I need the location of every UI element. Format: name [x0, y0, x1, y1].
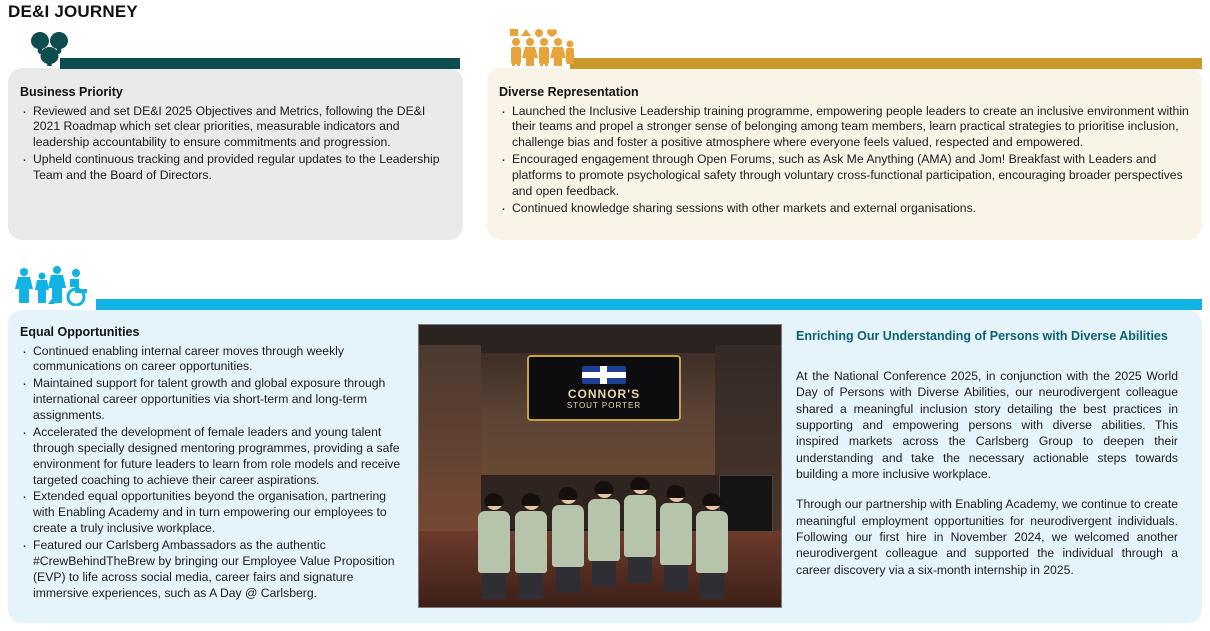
diverse-people-group-icon	[508, 28, 576, 66]
diverse-representation-bullets	[499, 104, 1189, 217]
business-priority-bullets	[20, 104, 450, 184]
list-item: · Launched the Inclusive Leadership training programme, empowering people leaders to create an inclusive environment within their teams and propel a stronger sense of belonging among team members, learn practical strategies to prioritise inclusion, challenge bias and foster a positive atmosphere where everyone feels valued, respected and empowered.	[499, 104, 1189, 152]
equal-opportunities-bullets	[20, 344, 405, 602]
sign-line-1: CONNOR'S	[567, 387, 641, 401]
list-item: · Maintained support for talent growth and global exposure through international career opportunities via short-term and long-term assignments.	[20, 376, 405, 424]
clover-trefoil-icon	[22, 28, 82, 66]
equal-opportunities-title: Equal Opportunities	[20, 325, 140, 339]
highlight-paragraph: Through our partnership with Enabling Academy, we continue to create meaningful employment opportunities for neurodivergent individuals. Following our first hire in November 2024, we welcomed another neurodivergent colleague and supported the individual through a career discovery via a six-month internship in 2025.	[796, 497, 1178, 577]
business-priority-content	[20, 85, 450, 185]
list-item: · Accelerated the development of female leaders and young talent through specially designed mentoring programmes, providing a safe environment for future leaders to learn from role models and receive targeted coaching to achieve their career aspirations.	[20, 425, 405, 488]
business-priority-accent-bar	[60, 58, 460, 69]
list-item: · Encouraged engagement through Open Forums, such as Ask Me Anything (AMA) and Jom! Breakfast with Leaders and platforms to promote psychological safety through voluntary cross-functional participation, encouraging broader perspectives and open feedback.	[499, 152, 1189, 200]
list-item: · Featured our Carlsberg Ambassadors as the authentic #CrewBehindTheBrew by bringing our Employee Value Proposition (EVP) to life across social media, career fairs and signature immersive experiences, such as A Day @ Carlsberg.	[20, 538, 405, 601]
sign-line-2: STOUT PORTER	[566, 401, 642, 410]
page-title: DE&I JOURNEY	[8, 2, 138, 21]
highlight-paragraph: At the National Conference 2025, in conjunction with the 2025 World Day of Persons with Diverse Abilities, our neurodivergent colleague shared a meaningful inclusion story detailing the best practices in supporting and empowering persons with diverse abilities. This inspired markets across the Carlsberg Group to deepen their understanding and take the necessary actionable steps towards building a more inclusive workplace.	[796, 369, 1178, 482]
equal-opportunities-accent-bar	[96, 299, 1202, 310]
list-item: · Continued enabling internal career moves through weekly communications on career opportunities.	[20, 344, 405, 376]
diverse-representation-accent-bar	[570, 58, 1202, 69]
team-photo	[418, 324, 782, 608]
equal-opportunities-content	[20, 325, 405, 602]
business-priority-title: Business Priority	[20, 85, 123, 99]
list-item: · Continued knowledge sharing sessions with other markets and external organisations.	[499, 201, 1189, 217]
highlight-title: Enriching Our Understanding of Persons with Diverse Abilities	[796, 329, 1168, 343]
list-item: · Extended equal opportunities beyond the organisation, partnering with Enabling Academy and in turn empowering our employees to create a truly inclusive workplace.	[20, 489, 405, 537]
list-item: · Reviewed and set DE&I 2025 Objectives and Metrics, following the DE&I 2021 Roadmap which set clear priorities, measurable indicators and leadership accountability to ensure commitments and progression.	[20, 104, 450, 152]
connors-sign	[527, 355, 681, 421]
inclusive-people-accessibility-icon	[12, 266, 92, 306]
diverse-representation-content	[499, 85, 1189, 218]
diverse-representation-title: Diverse Representation	[499, 85, 639, 99]
highlight-body	[796, 368, 1178, 578]
list-item: · Upheld continuous tracking and provided regular updates to the Leadership Team and the Board of Directors.	[20, 152, 450, 184]
